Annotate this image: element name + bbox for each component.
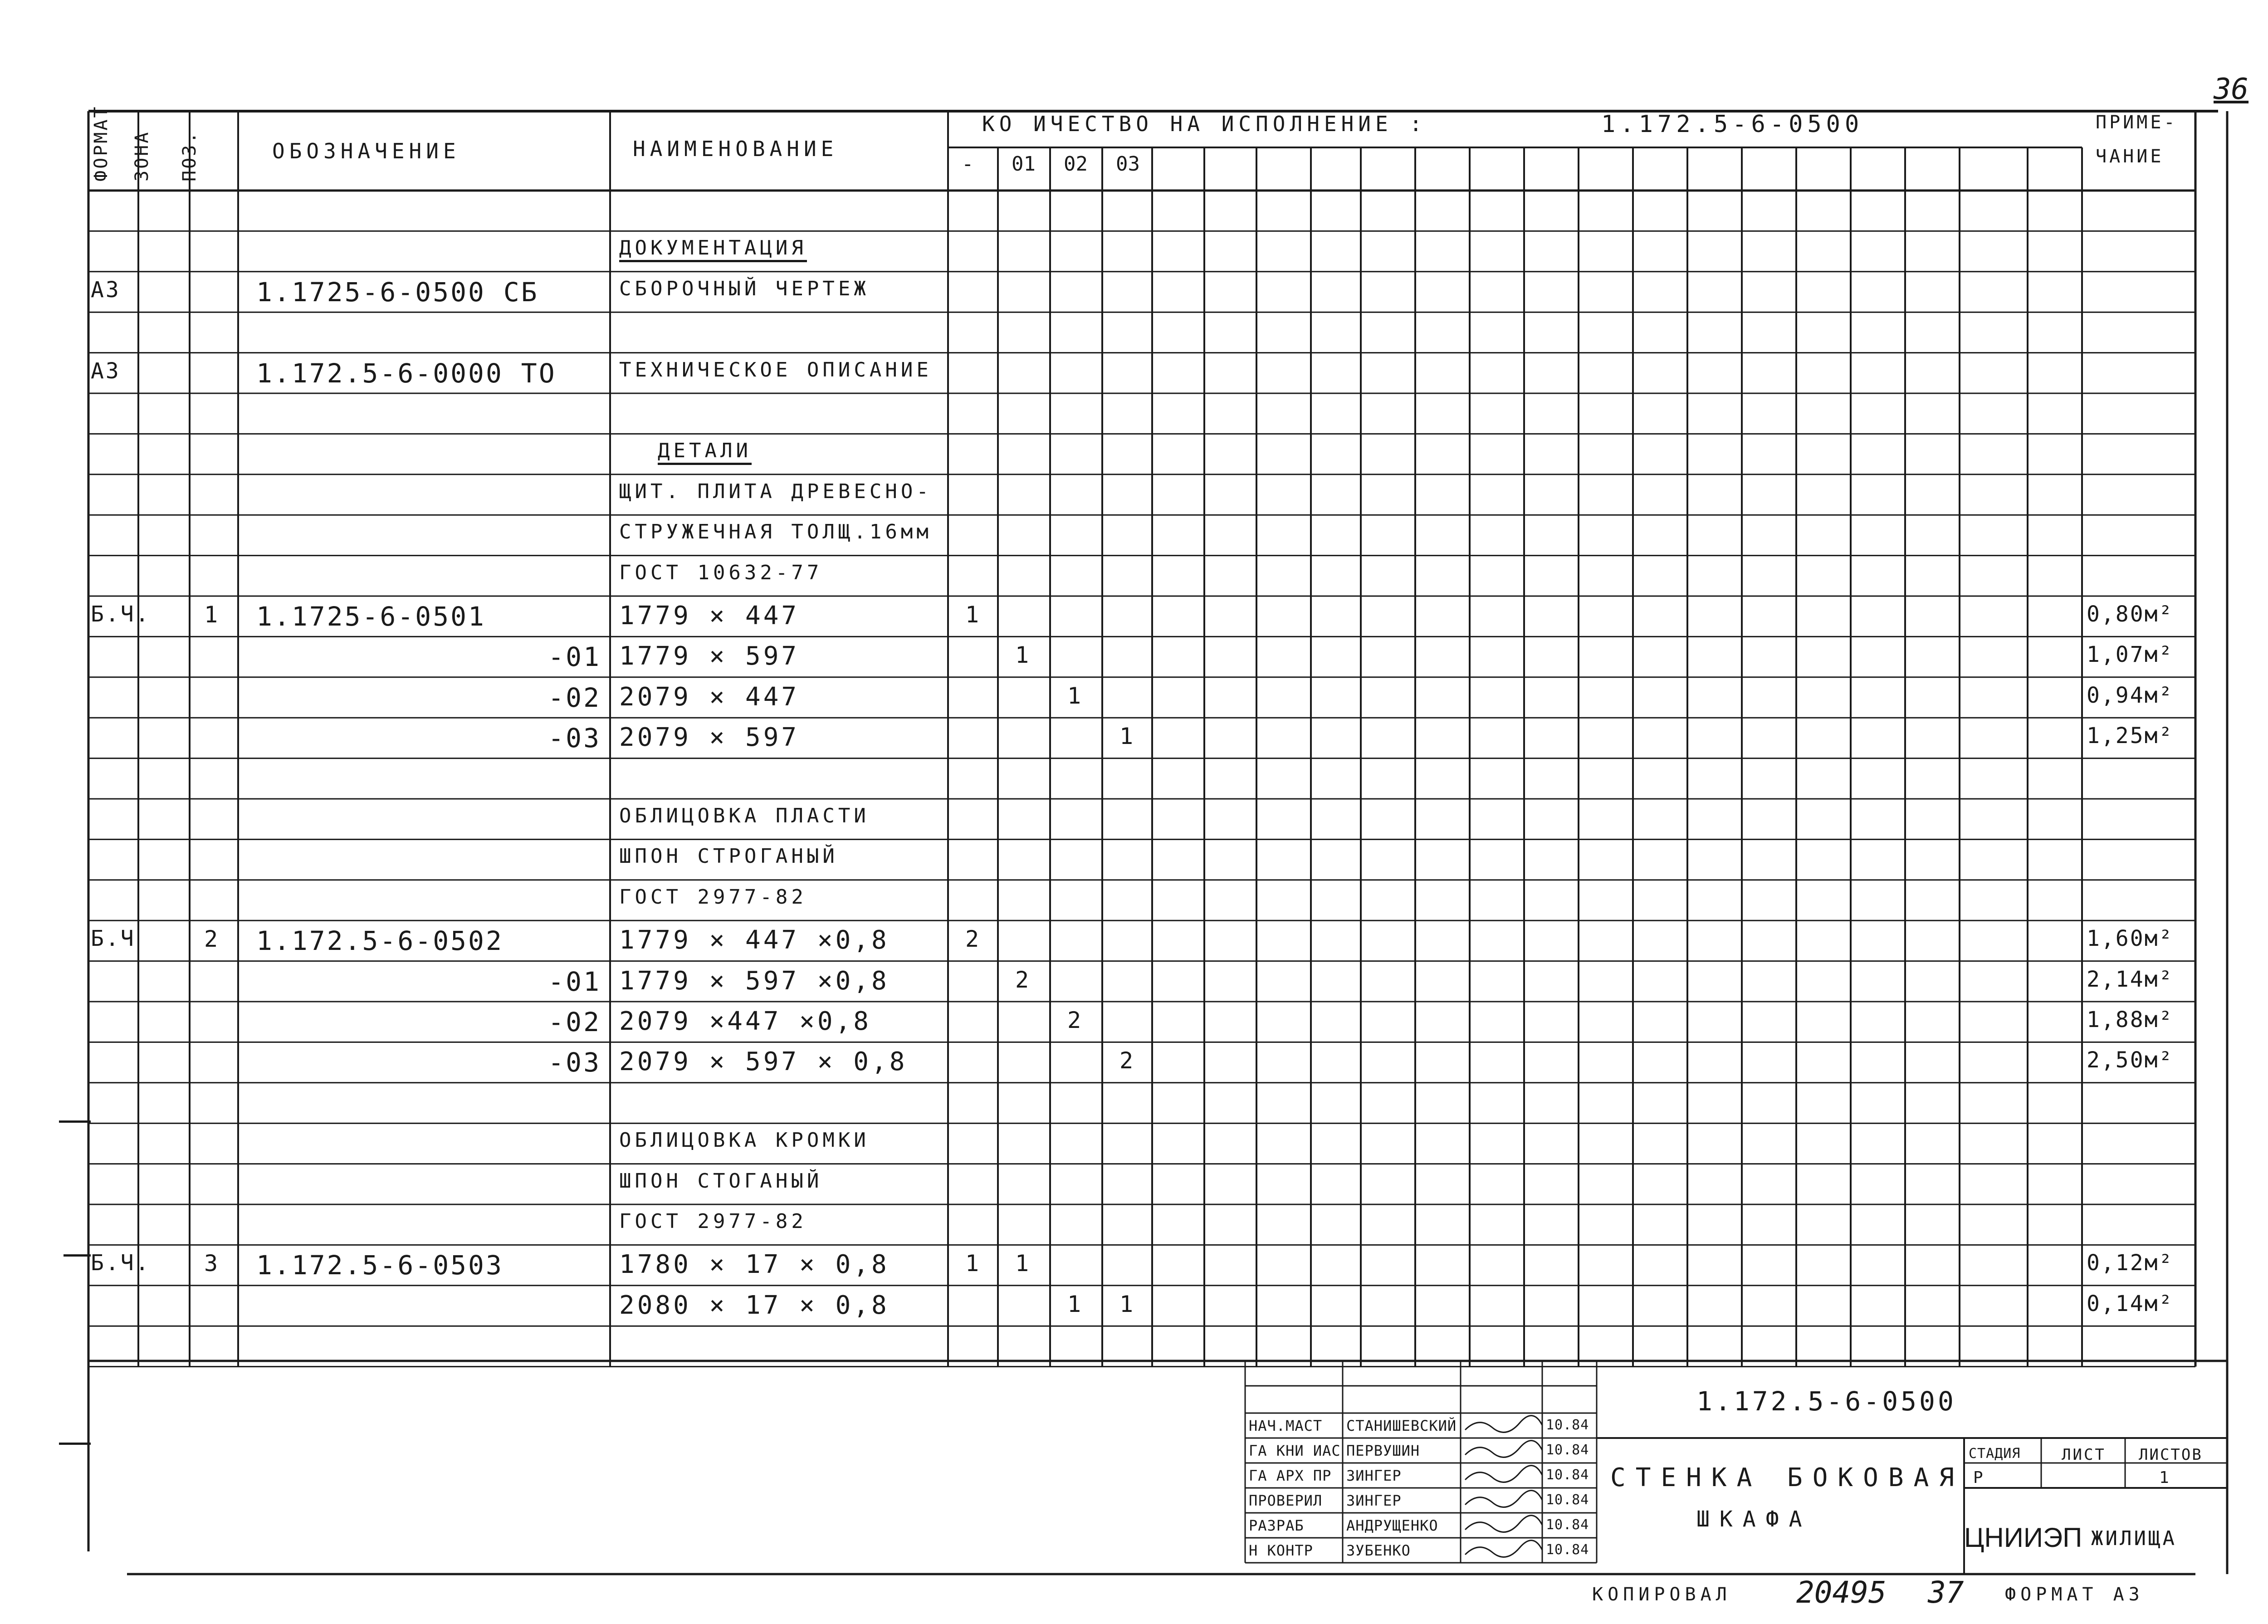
variant-label: 02 — [1064, 152, 1088, 176]
cell-quantity: 1 — [1015, 1250, 1031, 1277]
cell-designation: 1.172.5-6-0502 — [256, 925, 503, 957]
header-name: НАИМЕНОВАНИЕ — [633, 137, 838, 161]
sig-role: ПРОВЕРИЛ — [1249, 1492, 1323, 1509]
cell-designation: -02 — [548, 682, 601, 713]
cell-name: ГОСТ 10632-77 — [619, 561, 823, 584]
cell-designation: -01 — [548, 641, 601, 673]
signature-scribble — [1465, 1541, 1542, 1557]
cell-name: 2079 × 597 — [619, 723, 800, 753]
cell-designation: 1.1725-6-0500 СБ — [256, 276, 539, 308]
cell-name: ГОСТ 2977-82 — [619, 1210, 807, 1233]
footer-num2: 37 — [1928, 1575, 1964, 1610]
sheets-value: 1 — [2159, 1468, 2170, 1487]
cell-quantity: 1 — [1119, 723, 1135, 750]
header-designation: ОБОЗНАЧЕНИЕ — [272, 139, 460, 163]
page-number: 36 — [2214, 73, 2249, 106]
cell-name: ШПОН СТОГАНЫЙ — [619, 1169, 823, 1193]
sig-name: ЗИНГЕР — [1346, 1467, 1402, 1484]
cell-name: ТЕХНИЧЕСКОЕ ОПИСАНИЕ — [619, 358, 932, 382]
cell-pos: 3 — [204, 1250, 220, 1277]
cell-name: ДЕТАЛИ — [658, 441, 752, 465]
cell-name: 2079 × 447 — [619, 682, 800, 712]
sheet-label: ЛИСТ — [2062, 1446, 2106, 1464]
header-format: ФОРМАТ — [91, 105, 112, 181]
sig-name: ПЕРВУШИН — [1346, 1442, 1420, 1459]
sig-date: 10.84 — [1546, 1492, 1589, 1508]
cell-quantity: 1 — [965, 602, 981, 628]
title-doc-code: 1.172.5-6-0500 — [1696, 1386, 1956, 1417]
cell-name: 1779 × 597 ×0,8 — [619, 966, 890, 996]
cell-note: 0,80м² — [2087, 602, 2174, 627]
cell-format: А3 — [91, 358, 121, 384]
sig-name: ЗУБЕНКО — [1346, 1542, 1411, 1559]
header-quantity-title: КО ИЧЕСТВО НА ИСПОЛНЕНИЕ : — [982, 112, 1427, 136]
cell-name: СТРУЖЕЧНАЯ ТОЛЩ.16мм — [619, 520, 932, 544]
variant-label: 01 — [1012, 152, 1036, 176]
sig-role: ГА КНИ ИАС — [1249, 1442, 1341, 1459]
cell-format: Б.Ч. — [91, 602, 151, 627]
footer-copied: КОПИРОВАЛ — [1592, 1584, 1731, 1605]
stage-label: СТАДИЯ — [1969, 1446, 2021, 1462]
footer-format: ФОРМАТ А3 — [2005, 1584, 2144, 1605]
cell-designation: -02 — [548, 1007, 601, 1037]
cell-note: 0,14м² — [2087, 1291, 2174, 1316]
cell-name: 2079 ×447 ×0,8 — [619, 1007, 872, 1036]
cell-note: 0,12м² — [2087, 1250, 2174, 1276]
header-note-line2: ЧАНИЕ — [2096, 146, 2164, 167]
cell-note: 1,60м² — [2087, 926, 2174, 952]
cell-format: А3 — [91, 277, 121, 303]
cell-designation: 1.172.5-6-0000 ТО — [256, 357, 557, 389]
cell-designation: -03 — [548, 723, 601, 754]
title-line2: ШКАФА — [1696, 1507, 1812, 1532]
cell-quantity: 2 — [1015, 966, 1031, 993]
sig-role: РАЗРАБ — [1249, 1517, 1304, 1534]
header-zone: ЗОНА — [132, 130, 152, 181]
cell-note: 0,94м² — [2087, 682, 2174, 708]
cell-note: 2,14м² — [2087, 966, 2174, 992]
stage-value: Р — [1973, 1468, 1984, 1487]
variant-label: 03 — [1116, 152, 1140, 176]
cell-designation: -01 — [548, 966, 601, 997]
margin-tick — [59, 1120, 91, 1123]
sig-role: НАЧ.МАСТ — [1249, 1417, 1323, 1434]
footer-number: 20495 — [1796, 1575, 1887, 1610]
cell-name: 1779 × 447 — [619, 601, 800, 631]
cell-name: ШПОН СТРОГАНЫЙ — [619, 845, 838, 868]
sig-date: 10.84 — [1546, 1442, 1589, 1458]
cell-designation: 1.172.5-6-0503 — [256, 1250, 503, 1281]
title-line1: СТЕНКА БОКОВАЯ — [1610, 1463, 1965, 1492]
sig-role: ГА АРХ ПР — [1249, 1467, 1332, 1484]
org-name: ЦНИИЭП — [1964, 1522, 2082, 1553]
header-pos: ПОЗ. — [179, 130, 200, 181]
cell-note: 1,25м² — [2087, 723, 2174, 749]
cell-name: СБОРОЧНЫЙ ЧЕРТЕЖ — [619, 277, 870, 300]
cell-name: 1779 × 597 — [619, 641, 800, 671]
cell-quantity: 1 — [1119, 1291, 1135, 1317]
margin-tick — [64, 1254, 91, 1257]
cell-designation: 1.1725-6-0501 — [256, 601, 486, 632]
cell-name: ГОСТ 2977-82 — [619, 885, 807, 909]
org-suffix: ЖИЛИЩА — [2091, 1527, 2177, 1550]
cell-pos: 1 — [204, 602, 220, 628]
header-note-line1: ПРИМЕ- — [2096, 112, 2178, 133]
cell-quantity: 2 — [965, 926, 981, 953]
cell-pos: 2 — [204, 926, 220, 953]
sig-date: 10.84 — [1546, 1417, 1589, 1433]
signature-scribble — [1465, 1516, 1542, 1532]
cell-name: ОБЛИЦОВКА ПЛАСТИ — [619, 804, 870, 827]
cell-note: 2,50м² — [2087, 1047, 2174, 1073]
cell-quantity: 1 — [1067, 1291, 1083, 1317]
cell-quantity: 1 — [1015, 642, 1031, 669]
margin-tick — [59, 1443, 91, 1445]
header-quantity-doc: 1.172.5-6-0500 — [1601, 111, 1864, 138]
cell-quantity: 2 — [1067, 1007, 1083, 1033]
cell-quantity: 1 — [965, 1250, 981, 1277]
cell-note: 1,88м² — [2087, 1007, 2174, 1032]
sig-date: 10.84 — [1546, 1517, 1589, 1533]
cell-format: Б.Ч. — [91, 1250, 151, 1276]
cell-name: 2079 × 597 × 0,8 — [619, 1047, 908, 1077]
sig-name: ЗИНГЕР — [1346, 1492, 1402, 1509]
signature-scribble — [1465, 1491, 1542, 1507]
cell-quantity: 2 — [1119, 1047, 1135, 1074]
cell-name: 1779 × 447 ×0,8 — [619, 925, 890, 955]
sheets-label: ЛИСТОВ — [2139, 1446, 2203, 1464]
cell-quantity: 1 — [1067, 682, 1083, 709]
cell-name: ДОКУМЕНТАЦИЯ — [619, 238, 807, 262]
signature-scribble — [1465, 1466, 1542, 1482]
cell-format: Б.Ч — [91, 926, 136, 952]
cell-name: 2080 × 17 × 0,8 — [619, 1290, 890, 1320]
sig-date: 10.84 — [1546, 1542, 1589, 1558]
cell-name: 1780 × 17 × 0,8 — [619, 1250, 890, 1280]
cell-note: 1,07м² — [2087, 642, 2174, 668]
sig-name: АНДРУЩЕНКО — [1346, 1517, 1438, 1534]
sig-role: Н КОНТР — [1249, 1542, 1313, 1559]
variant-label: - — [962, 152, 974, 176]
cell-designation: -03 — [548, 1047, 601, 1078]
sig-name: СТАНИШЕВСКИЙ — [1346, 1417, 1457, 1434]
cell-name: ОБЛИЦОВКА КРОМКИ — [619, 1129, 870, 1152]
cell-name: ЩИТ. ПЛИТА ДРЕВЕСНО- — [619, 479, 932, 503]
sig-date: 10.84 — [1546, 1467, 1589, 1483]
signature-scribble — [1465, 1441, 1542, 1458]
signature-scribble — [1465, 1416, 1542, 1433]
